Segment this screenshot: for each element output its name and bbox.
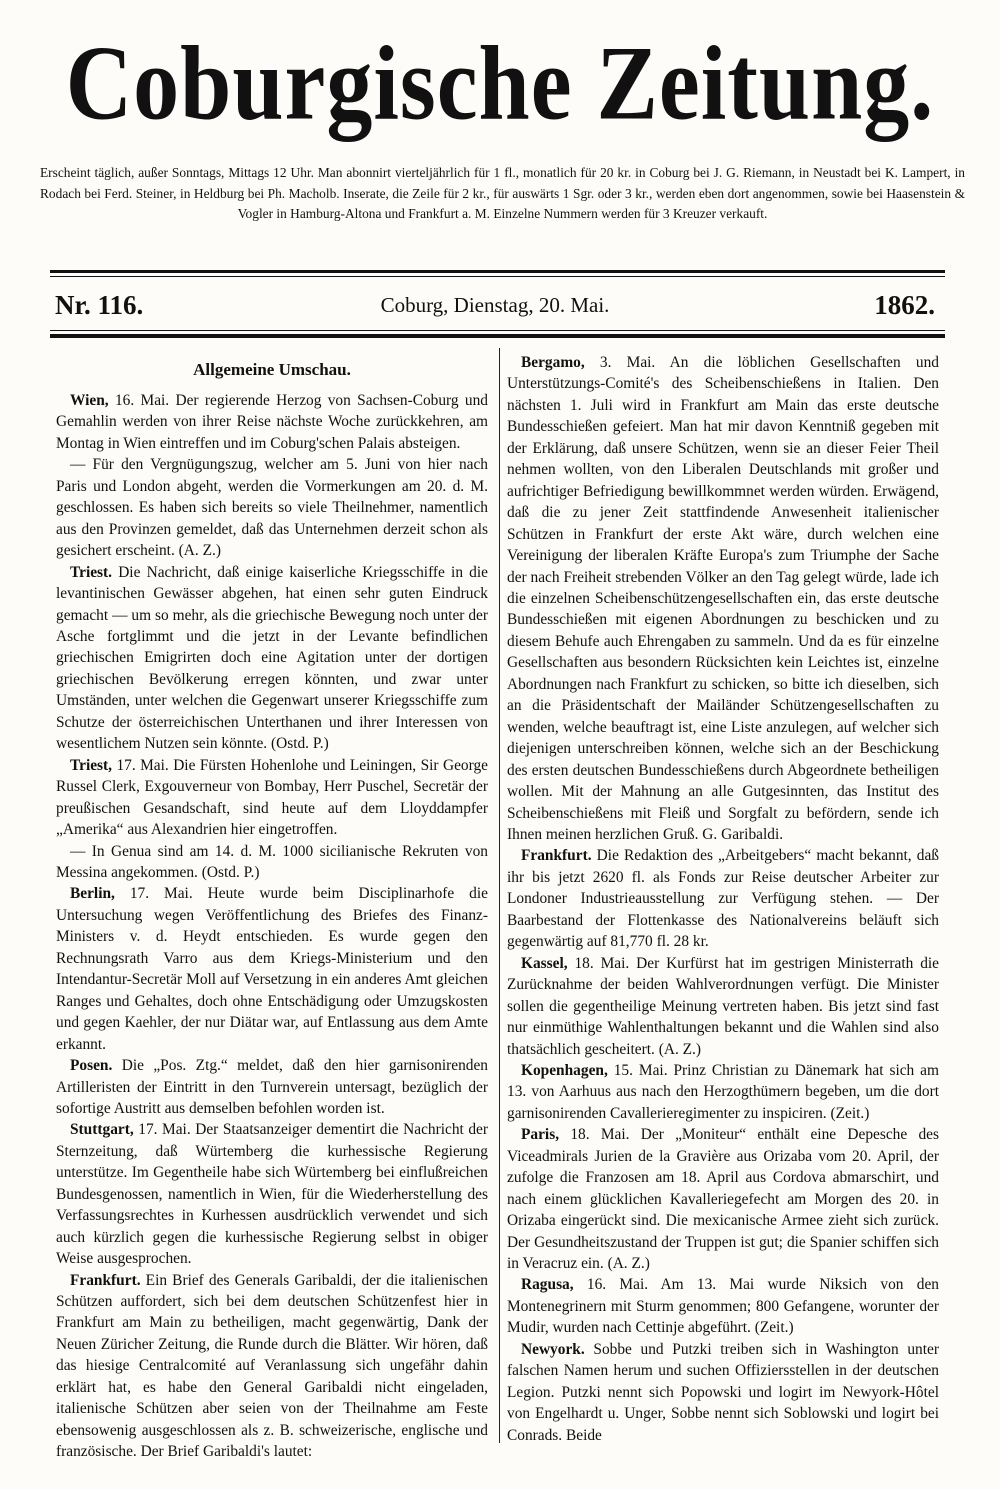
article	[56, 1119, 488, 1269]
article-dateline: Frankfurt.	[521, 847, 592, 865]
article-dateline: Wien,	[70, 392, 109, 409]
header-rule-bottom	[50, 330, 945, 331]
article-dateline: Stuttgart,	[70, 1121, 134, 1139]
article	[507, 352, 939, 845]
article	[56, 390, 488, 454]
issue-place-date: Coburg, Dienstag, 20. Mai.	[380, 293, 610, 317]
header-rule-top	[50, 270, 945, 273]
article-text: 16. Mai. Am 13. Mai wurde Niksich von den Montenegrinern mit Sturm genommen; 800 Gefangene, worunter der Mudir, wurden nach Cettinje abgeführt. (Zeit.)	[507, 1276, 939, 1337]
article-dateline: Paris,	[521, 1126, 560, 1144]
article-text: Sobbe und Putzki treiben sich in Washington unter falschen Namen herum und suchen Offiziersstellen in der deutschen Legion. Putzki nennt sich Popowski und logirt im Newyork-Hôtel von Engelhardt u. Unger, Sobbe nennt sich Soblowski und logirt bei Conrads. Beide	[507, 1340, 939, 1444]
masthead-title: Coburgische Zeitung.	[65, 24, 935, 142]
article-dateline: Kassel,	[521, 954, 568, 972]
article	[56, 755, 488, 841]
article-text: 17. Mai. Der Staatsanzeiger dementirt die Nachricht der Sternzeitung, daß Würtemberg die kurhessische Regierung unterstütze. Im Gegentheile habe sich Würtemberg bei einflußreichen Bundesgenossen, namentlich in Wien, für die Wiederherstellung des Verfassungsrechtes in Kurhessen ausdrücklich verwendet und sich auch kürzlich gegen die kurhessische Regierung selbst in obiger Weise ausgesprochen.	[56, 1121, 488, 1268]
article	[56, 883, 488, 1055]
article-text: 3. Mai. An die löblichen Gesellschaften und Unterstützungs-Comité's des Scheibenschießens in Italien. Den nächsten 1. Juli wird in Frankfurt am Main das erste deutsche Bundesschießen gefeiert. Man hat mir davon Kenntniß gegeben mit der Erklärung, daß unsere Schützen, wenn sie an dieser Feier Theil nehmen wollten, von den Liberalen Deutschlands mit großer und aufrichtiger Befriedigung bewillkommnet werden würden. Erwägend, daß die zu jener Zeit stattfindende Anwesenheit italienischer Schützen in Frankfurt der erste Akt wäre, durch welchen eine Vereinigung der liberalen Kräfte Europa's zum Triumphe der Sache der nach Freiheit strebenden Völker an den Tag gelegt würde, lade ich die einzelnen Scheibenschützengesellschaften ein, das erste deutsche Bundesschießen mit eigenen Abordnungen zu beschicken und zu diesem Behufe auch Ehrengaben zu sammeln. Und da es für einzelne Gesellschaften aus besondern Rücksichten kein Leichtes ist, einzelne Abordnungen nach Frankfurt zu schicken, so bitte ich dieselben, sich an die Präsidentschaft der Mailänder Schützengesellschaften zu wenden, welche beauftragt ist, eine Liste anzulegen, auf welcher sich diejenigen unterschreiben können, welche sich an der Beschickung des ersten deutschen Bundesschießens durch Abgeordnete betheiligen wollen. Mit der Mahnung an alle Gutgesinnten, das Institut des Scheibenschießens mit Fleiß und Sorgfalt zu befördern, sende ich Ihnen meinen herzlichen Gruß. G. Garibaldi.	[507, 354, 939, 843]
column-divider	[499, 348, 500, 1443]
article-text: 17. Mai. Die Fürsten Hohenlohe und Leiningen, Sir George Russel Clerk, Exgouverneur von Bombay, Herr Puschel, Secretär der preußischen Gesandschaft, sind heute auf dem Lloyddampfer „Amerika“ aus Alexandrien hier eingetroffen.	[56, 756, 488, 839]
article-text: 18. Mai. Der „Moniteur“ enthält eine Depesche des Viceadmirals Jurien de la Gravière aus Orizaba vom 20. April, der zufolge die Franzosen am 18. April aus Cordova abmarschirt, und nach einem glücklichen Kavalleriegefecht am Morgen des 20. in Orizaba eingerückt sind. Die mexicanische Armee zieht sich zurück. Der Gesundheitszustand der Truppen ist gut; die Spanier schiffen sich in Veracruz ein. (A. Z.)	[507, 1126, 939, 1273]
article	[507, 1274, 939, 1338]
issue-number: Nr. 116.	[55, 290, 144, 320]
article-dateline: Kopenhagen,	[521, 1061, 608, 1079]
issue-line	[55, 290, 935, 326]
article	[56, 841, 488, 884]
article-dateline: Bergamo,	[521, 354, 585, 371]
right-column	[507, 352, 939, 1446]
article-dateline: Frankfurt.	[70, 1271, 141, 1289]
article	[56, 1055, 488, 1119]
article	[507, 1124, 939, 1274]
right-articles	[507, 352, 939, 1446]
article	[56, 562, 488, 755]
header-rule-top-thin	[50, 276, 945, 277]
article-text: Die Redaktion des „Arbeitgebers“ macht bekannt, daß ihr bis jetzt 2620 fl. als Fonds zur Reise deutscher Arbeiter zur Londoner Industrieausstellung zur Verfügung stehen. — Der Baarbestand der Flottenkasse des Nationalvereins beläuft sich gegenwärtig auf 81,770 fl. 28 kr.	[507, 847, 939, 951]
article-text: Ein Brief des Generals Garibaldi, der die italienischen Schützen auffordert, sich bei dem deutschen Schützenfest hier in Frankfurt am Main zu betheiligen, macht gegenwärtig, Dank der Neuen Züricher Zeitung, die Runde durch die Blätter. Wir hören, daß das hiesige Centralcomité auf Veranlassung sich ungefähr dahin erklärt hat, es habe den General Garibaldi nicht eingeladen, italienische Schützen aber seien von der Theilnahme am Feste ebensowenig ausgeschlossen als z. B. schweizerische, englische und französische. Der Brief Garibaldi's lautet:	[56, 1271, 488, 1461]
article-dateline: Posen.	[70, 1057, 113, 1075]
article	[507, 953, 939, 1060]
article-text: — In Genua sind am 14. d. M. 1000 sicilianische Rekruten von Messina angekommen. (Ostd. P.)	[56, 842, 488, 881]
article-text: 18. Mai. Der Kurfürst hat im gestrigen Ministerrath die Zurücknahme der beiden Wahlverordnungen verfügt. Die Minister sollen die gegentheilige Meinung vertreten haben. Bis jetzt sind fast nur einmüthige Wahlenthaltungen bekannt und die Wahlen sind also thatsächlich gescheitert. (A. Z.)	[507, 954, 939, 1058]
article-text: Die Nachricht, daß einige kaiserliche Kriegsschiffe in die levantinischen Gewässer abgehen, hat einen sehr guten Eindruck gemacht — um so mehr, als die griechische Bewegung noch unter der Asche fortglimmt und die jetzt in der Levante befindlichen griechischen Emigrirten doch eine Agitation unter der dortigen griechischen Bevölkerung erregen könnten, und zwar unter Umständen, unter welchen die Gegenwart unserer Kriegsschiffe zum Schutze der österreichischen Unterthanen und ihrer Interessen von wesentlichem Nutzen sein könnte. (Ostd. P.)	[56, 563, 488, 753]
issue-year: 1862.	[874, 290, 935, 320]
article-text: — Für den Vergnügungszug, welcher am 5. Juni von hier nach Paris und London abgeht, werden die Vormerkungen am 20. d. M. geschlossen. Es haben sich bereits so viele Theilnehmer, namentlich aus den Provinzen gemeldet, daß das Unternehmen derzeit schon als gesichert erscheint. (A. Z.)	[56, 456, 488, 560]
section-heading: Allgemeine Umschau.	[193, 360, 351, 379]
article	[507, 1339, 939, 1446]
article	[56, 454, 488, 561]
article-dateline: Triest.	[70, 563, 113, 581]
article-dateline: Berlin,	[70, 885, 115, 903]
article-text: Die „Pos. Ztg.“ meldet, daß den hier garnisonirenden Artilleristen der Eintritt in den Turnverein untersagt, bezüglich der sofortige Austritt aus demselben befohlen worden ist.	[56, 1057, 488, 1117]
article	[507, 1060, 939, 1124]
subscription-notice: Erscheint täglich, außer Sonntags, Mittags 12 Uhr. Man abonnirt vierteljährlich für 1 fl., monatlich für 20 kr. in Coburg bei J. G. Riemann, in Neustadt bei K. Lampert, in Rodach bei Ferd. Steiner, in Heldburg bei Ph. Macholb. Inserate, die Zeile für 2 kr., für auswärts 1 Sgr. oder 3 kr., werden eben dort angenommen, sowie bei Haasenstein & Vogler in Hamburg-Altona und Frankfurt a. M. Einzelne Nummern werden für 3 Kreuzer verkauft.	[40, 165, 965, 221]
header-rule-bottom-thick	[50, 334, 945, 338]
article-dateline: Ragusa,	[521, 1276, 574, 1294]
article-dateline: Newyork.	[521, 1340, 585, 1358]
article	[56, 1270, 488, 1463]
article-dateline: Triest,	[70, 756, 113, 774]
article-text: 16. Mai. Der regierende Herzog von Sachsen-Coburg und Gemahlin werden von ihrer Reise nächste Woche zurückkehren, am Montag in Wien eintreffen und im Coburg'schen Palais absteigen.	[56, 392, 488, 452]
left-articles	[56, 390, 488, 1463]
article	[507, 845, 939, 952]
article-text: 17. Mai. Heute wurde beim Disciplinarhofe die Untersuchung wegen Veröffentlichung des Briefes des Finanz-Ministers v. d. Heydt entschieden. Es wurde gegen den Rechnungsrath Varro aus dem Kriegs-Ministerium und den Intendantur-Secretär Moll auf Versetzung in ein anderes Amt gleichen Ranges und Gehaltes, doch ohne Entschädigung oder Umzugskosten und gegen Kaehler, der nur Diätar war, auf Entlassung aus dem Amte erkannt.	[56, 885, 488, 1053]
left-column	[56, 352, 488, 1463]
article-text: 15. Mai. Prinz Christian zu Dänemark hat sich am 13. von Aarhuus aus nach den Herzogthümern begeben, um die dort garnisonirenden Cavallerieregimenter zu inspiciren. (Zeit.)	[507, 1061, 939, 1122]
